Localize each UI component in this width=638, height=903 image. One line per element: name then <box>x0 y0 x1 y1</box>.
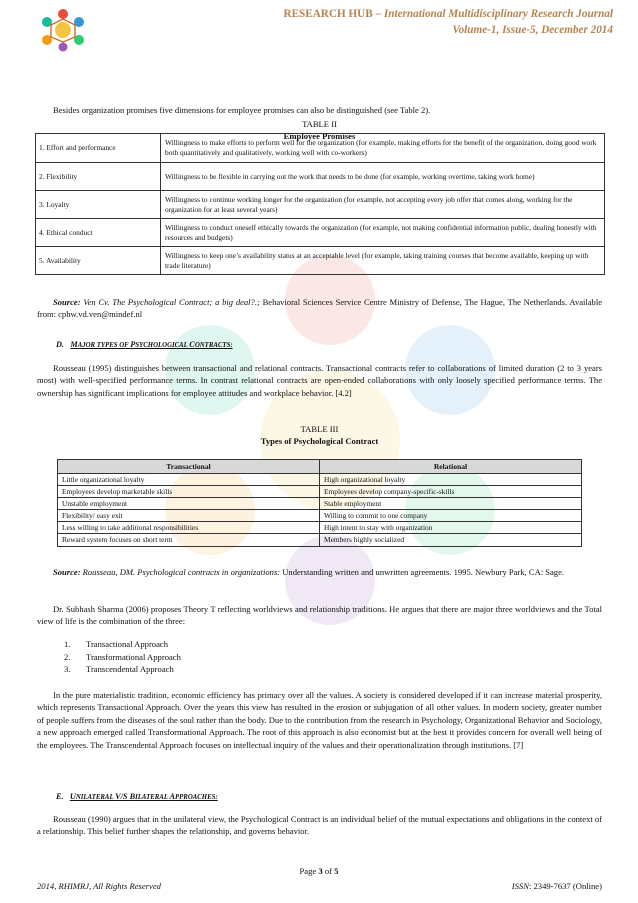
table2-title: Employee Promises <box>283 130 356 141</box>
table-cell: Unstable employment <box>58 498 320 510</box>
table-cell: Little organizational loyalty <box>58 474 320 486</box>
table-cell: Willingness to make efforts to perform well for the organization (for example, making efforts for the benefit of the organization, doing good work both quantitatively and qualitatively, working well with co-workers) <box>161 134 605 163</box>
heading-part: A <box>169 792 175 801</box>
page-number <box>0 866 638 876</box>
paragraph-rousseau-1995: Rousseau (1995) distinguishes between transactional and relational contracts. Transactional contracts refer to collaborations of limited duration (2 to 3 years most) with well-specified performance terms. In contrast relational contracts are open-ended collaborations with only loosely specified performance terms. The ownership has significant implications for employee attitudes and workplace behavior. [4.2] <box>37 363 602 398</box>
journal-header <box>284 6 614 38</box>
paragraph-materialistic: In the pure materialistic tradition, economic efficiency has primacy over all the values. A society is considered developed if it can increase material prosperity, which represents Transactional Approach. Over the years this view has resulted in the erosion or subjugation of all other values. In modern society, greater number of people suffers from the diseases of the soul rather than the body. Due to the contribution from the research in Psychology, Organizational Behavior and Sociology, a new approach emerged called Transformational Approach. The root of this approach is also economist but at the best it provides concern for overall well being of the employees. The Transcendental Approach focuses on intellectual inquiry of the values and their operationalization through institutions. [7] <box>37 690 602 750</box>
copyright-notice: 2014, RHIMRJ, All Rights Reserved <box>37 881 161 891</box>
list-text: Transcendental Approach <box>86 664 174 675</box>
table-cell: Willingness to be flexible in carrying out the work that needs to be done (for example, working overtime, taking work home) <box>161 163 605 191</box>
heading-part: ILATERAL <box>135 794 170 801</box>
heading-part: V/S B <box>115 792 136 801</box>
approaches-list <box>64 638 181 676</box>
table-cell: Willingness to continue working longer for the organization (for example, not accepting every job offer that comes along, working for the organization for at least several years) <box>161 191 605 219</box>
table-cell: Employees develop marketable skills <box>58 486 320 498</box>
table-row <box>58 522 582 534</box>
column-header: Transactional <box>58 460 320 474</box>
table-cell: Stable employment <box>320 498 582 510</box>
table2-label: TABLE II <box>302 119 337 129</box>
table-row <box>36 191 605 219</box>
list-number: 2. <box>64 651 71 662</box>
table-cell: Willingness to keep one’s availability status at an acceptable level (for example, taking training courses that become available, keeping up with trade literature) <box>161 247 605 275</box>
page-prefix: Page <box>299 866 319 876</box>
heading-part: AJOR TYPES OF <box>77 342 131 349</box>
table-cell: Willingness to conduct oneself ethically towards the organization (for example, not making confidential information public, dealing honestly with resources and budgets) <box>161 219 605 247</box>
table-cell: Willing to commit to one company <box>320 510 582 522</box>
table-cell: High intent to stay with organization <box>320 522 582 534</box>
list-item <box>64 638 181 651</box>
table-row <box>36 163 605 191</box>
table-row <box>36 134 605 163</box>
source-details: Behavioral Sciences Service Centre Ministry of Defense, The Hague, The Netherlands. Available from: cphw.vd.ven@mindef.nl <box>37 297 602 320</box>
table-cell: Reward system focuses on short term <box>58 534 320 546</box>
issn-value: : 2349-7637 (Online) <box>528 881 602 891</box>
issn-notice <box>512 881 602 891</box>
table-cell: High organizational loyalty <box>320 474 582 486</box>
table-cell: Flexibility/ easy exit <box>58 510 320 522</box>
heading-part: PPROACHES: <box>174 794 218 801</box>
employee-promises-table <box>35 130 605 275</box>
list-item <box>64 651 181 664</box>
page-current: 3 <box>318 866 323 876</box>
contract-types-table <box>57 459 582 547</box>
table3-title: Types of Psychological Contract <box>260 435 379 446</box>
source-citation: Rousseau, DM. Psychological contracts in organizations: <box>80 567 281 577</box>
page-of: of <box>322 866 335 876</box>
section-letter: D. <box>56 340 65 349</box>
table3-caption <box>37 424 602 447</box>
list-item <box>64 663 181 676</box>
issn-label: ISSN <box>511 881 529 891</box>
source-label: Source: <box>53 297 81 307</box>
journal-volume: Volume-1, Issue-5, December 2014 <box>452 24 613 36</box>
table-row <box>36 219 605 247</box>
table-row <box>58 486 582 498</box>
source-note-1 <box>37 296 602 321</box>
heading-part: C <box>189 340 195 349</box>
table-cell: 4. Ethical conduct <box>36 219 161 247</box>
list-text: Transformational Approach <box>86 651 181 662</box>
heading-part: NILATERAL <box>75 794 116 801</box>
table-row <box>58 510 582 522</box>
paragraph-sharma: Dr. Subhash Sharma (2006) proposes Theory T reflecting worldviews and relationship traditions. He argues that there are major three worldviews and the Total view of life is the combination of the three: <box>37 604 602 627</box>
list-text: Transactional Approach <box>86 639 169 649</box>
heading-part: SYCHOLOGICAL <box>135 342 190 349</box>
heading-part: U <box>69 792 76 801</box>
paragraph-rousseau-1990: Rousseau (1990) argues that in the unilateral view, the Psychological Contract is an individual belief of the mutual expectations and obligations in the context of a relationship. This belief further shapes the relationship, and governs behavior. <box>37 814 602 837</box>
source-note-2 <box>37 566 602 578</box>
section-letter: E. <box>56 792 64 801</box>
list-number: 3. <box>64 664 71 675</box>
source-details: Understanding written and unwritten agreements. 1995. Newbury Park, CA: Sage. <box>280 567 565 577</box>
table-row <box>58 474 582 486</box>
section-d-heading <box>56 340 233 349</box>
heading-part: P <box>130 340 136 349</box>
source-citation: Ven Cv. The Psychological Contract; a big deal?.; <box>80 297 260 307</box>
table-row <box>58 534 582 546</box>
table-cell: 5. Availability <box>36 247 161 275</box>
table-cell: Employees develop company-specific-skills <box>320 486 582 498</box>
column-header: Relational <box>320 460 582 474</box>
heading-part: M <box>70 340 78 349</box>
list-number: 1. <box>64 639 71 649</box>
source-label: Source: <box>53 567 81 577</box>
table-cell: 1. Effort and performance <box>36 134 161 163</box>
section-e-heading <box>56 792 218 801</box>
table-row <box>36 247 605 275</box>
table-cell: 3. Loyalty <box>36 191 161 219</box>
table-cell: Less willing to take additional responsibilities <box>58 522 320 534</box>
journal-logo-icon <box>33 8 93 52</box>
intro-paragraph: Besides organization promises five dimensions for employee promises can also be distinguished (see Table 2). <box>53 105 431 115</box>
table3-label: TABLE III <box>300 424 339 434</box>
heading-part: ONTRACTS: <box>194 342 233 349</box>
table-cell: Members highly socialized <box>320 534 582 546</box>
table-header-row <box>58 460 582 474</box>
journal-prefix: RESEARCH HUB – <box>283 8 384 20</box>
table-cell: 2. Flexibility <box>36 163 161 191</box>
table-row <box>58 498 582 510</box>
page-total: 5 <box>334 866 339 876</box>
journal-name: International Multidisciplinary Research Journal <box>383 8 613 20</box>
